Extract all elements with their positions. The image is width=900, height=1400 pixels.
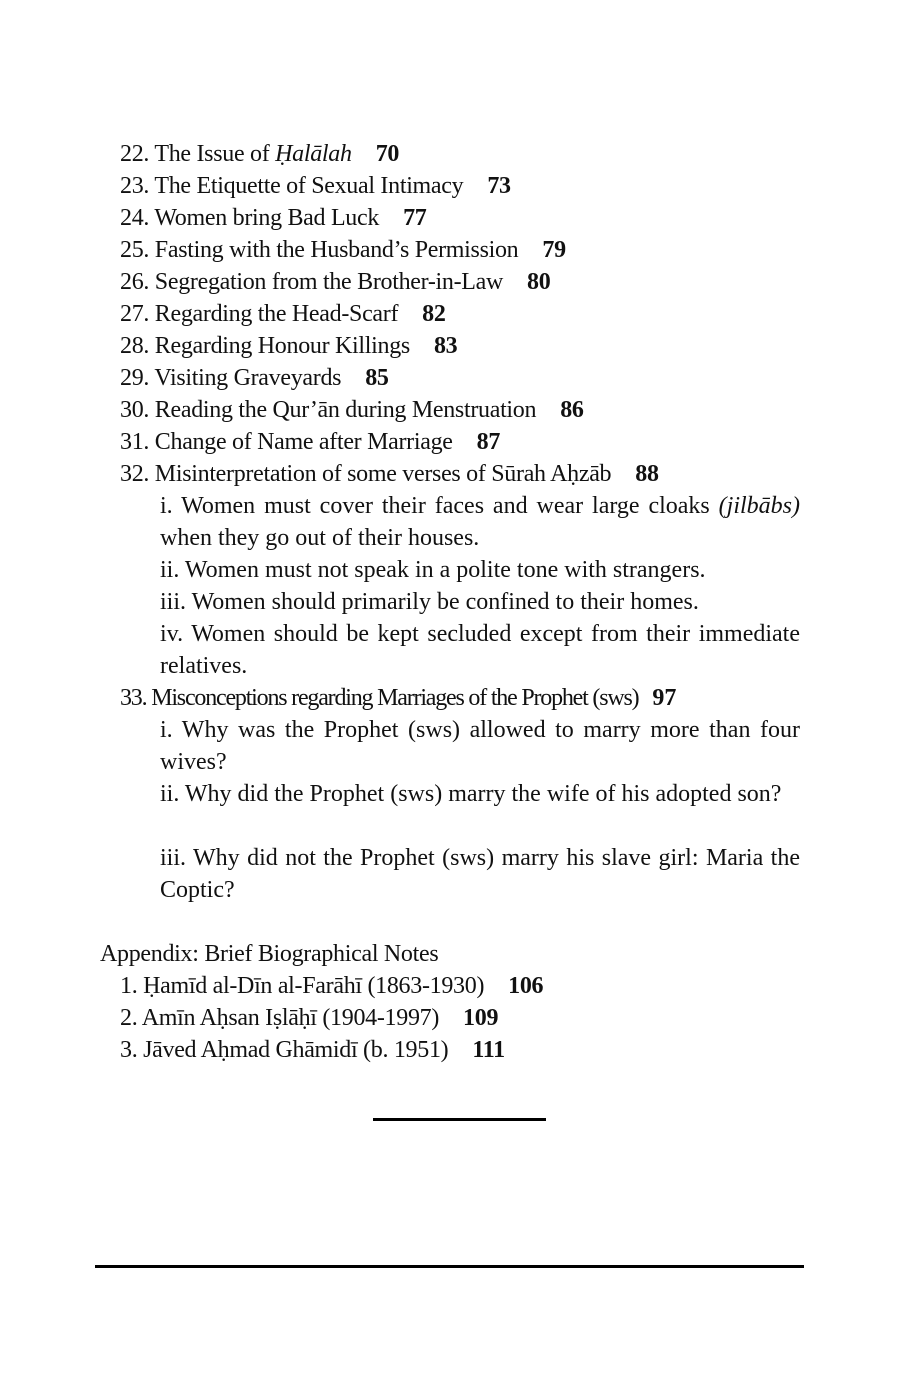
appendix-item-page: 111 xyxy=(472,1037,505,1063)
appendix-item-2 xyxy=(120,1002,498,1034)
toc-item-label: 32. Misinterpretation of some verses of Sūrah Aḥzāb xyxy=(120,461,612,487)
toc-item-24 xyxy=(120,202,426,234)
toc-item-label: 24. Women bring Bad Luck xyxy=(120,205,380,231)
toc-item-page: 79 xyxy=(542,237,566,263)
toc-subitem: iii. Women should primarily be confined to their homes. xyxy=(160,589,699,615)
toc-subitem: i. Why was the Prophet (sws) allowed to marry more than four wives? xyxy=(160,717,800,775)
appendix-item-label: 1. Ḥamīd al-Dīn al-Farāhī (1863-1930) xyxy=(120,973,485,999)
toc-item-label: 25. Fasting with the Husband’s Permission xyxy=(120,237,519,263)
toc-item-31 xyxy=(120,426,500,458)
toc-item-22 xyxy=(120,138,399,170)
toc-item-label: 22. The Issue of xyxy=(120,141,276,167)
toc-item-page: 82 xyxy=(422,301,446,327)
toc-item-25 xyxy=(120,234,566,266)
appendix-item-page: 109 xyxy=(463,1005,499,1031)
toc-item-33 xyxy=(120,682,676,714)
toc-item-label: 33. Misconceptions regarding Marriages of the Prophet (sws) xyxy=(120,685,639,711)
toc-item-page: 80 xyxy=(527,269,551,295)
appendix-item-3 xyxy=(120,1034,505,1066)
appendix-item-page: 106 xyxy=(508,973,544,999)
toc-item-27 xyxy=(120,298,446,330)
toc-item-26 xyxy=(120,266,550,298)
toc-subitem-text: when they go out of their houses. xyxy=(160,525,480,551)
toc-subitem: iv. Women should be kept secluded except from their immediate relatives. xyxy=(160,621,800,679)
toc-item-23 xyxy=(120,170,511,202)
appendix-item-label: 3. Jāved Aḥmad Ghāmidī (b. 1951) xyxy=(120,1037,449,1063)
toc-item-label: 31. Change of Name after Marriage xyxy=(120,429,453,455)
toc-item-page: 85 xyxy=(365,365,389,391)
toc-subitem: ii. Women must not speak in a polite tone with strangers. xyxy=(160,557,706,583)
toc-item-32 xyxy=(120,458,659,490)
appendix-title: Appendix: Brief Biographical Notes xyxy=(100,941,439,967)
toc-item-29 xyxy=(120,362,389,394)
toc-item-label: 26. Segregation from the Brother-in-Law xyxy=(120,269,504,295)
toc-item-label: 30. Reading the Qur’ān during Menstruation xyxy=(120,397,537,423)
toc-item-page: 88 xyxy=(635,461,659,487)
toc-item-label: 27. Regarding the Head-Scarf xyxy=(120,301,399,327)
toc-item-label: 28. Regarding Honour Killings xyxy=(120,333,410,359)
toc-item-page: 77 xyxy=(403,205,427,231)
toc-item-28 xyxy=(120,330,457,362)
toc-item-label: 23. The Etiquette of Sexual Intimacy xyxy=(120,173,464,199)
toc-subitem-italic: (jilbābs) xyxy=(718,493,800,519)
toc-subitem xyxy=(160,490,800,554)
page-footer-rule xyxy=(95,1265,804,1268)
toc-item-page: 97 xyxy=(652,685,677,711)
toc-item-page: 87 xyxy=(476,429,501,455)
section-end-divider xyxy=(373,1118,546,1121)
toc-subitem-text: i. Women must cover their faces and wear large cloaks xyxy=(160,493,719,519)
toc-item-page: 70 xyxy=(375,141,400,167)
toc-item-page: 73 xyxy=(487,173,511,199)
toc-subitem: ii. Why did the Prophet (sws) marry the wife of his adopted son? xyxy=(160,781,782,807)
toc-subitem: iii. Why did not the Prophet (sws) marry his slave girl: Maria the Coptic? xyxy=(160,845,800,903)
toc-item-label: 29. Visiting Graveyards xyxy=(120,365,342,391)
appendix-item-1 xyxy=(120,970,543,1002)
toc-item-30 xyxy=(120,394,584,426)
toc-item-italic: Ḥalālah xyxy=(275,141,352,167)
toc-item-page: 83 xyxy=(433,333,458,359)
appendix-item-label: 2. Amīn Aḥsan Iṣlāḥī (1904-1997) xyxy=(120,1005,440,1031)
toc-item-page: 86 xyxy=(560,397,584,423)
